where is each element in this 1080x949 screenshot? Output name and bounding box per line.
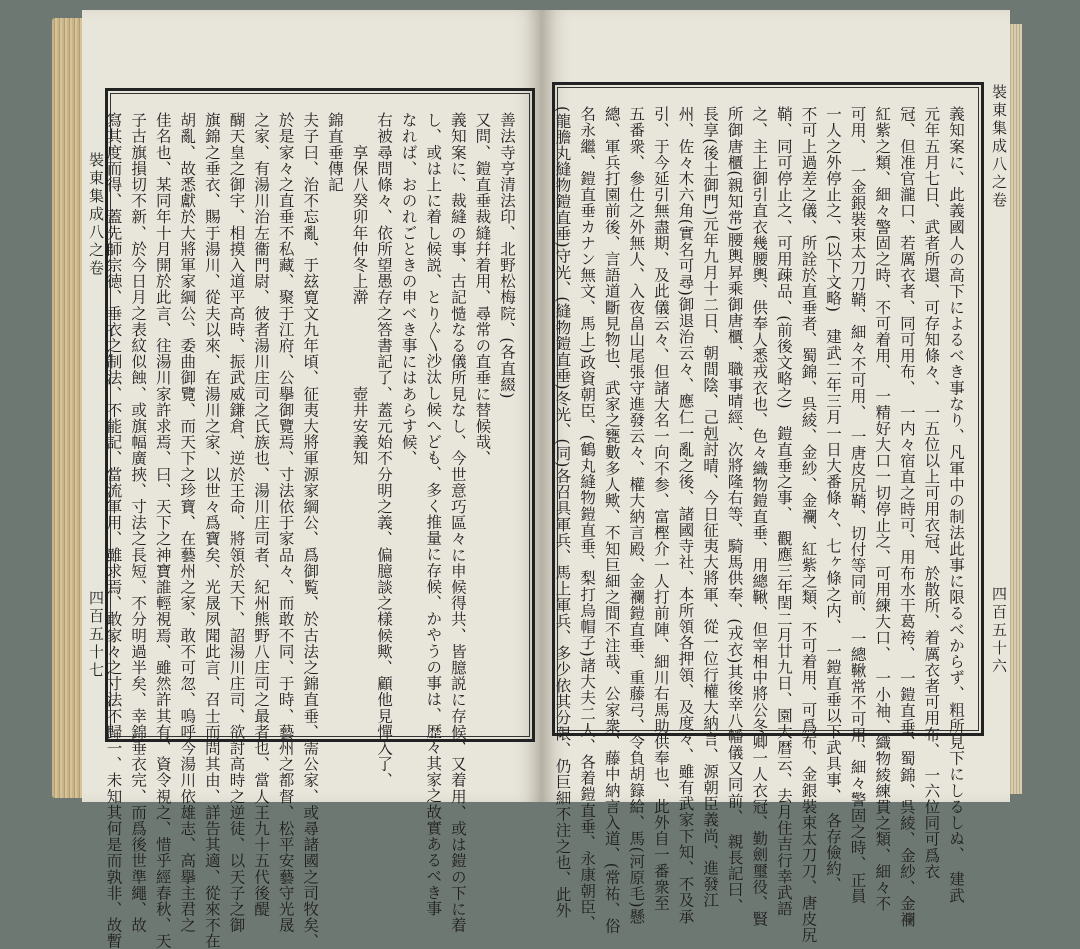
text-column: 元年五月七日、武者所還、可存知條々、 一五位以上可用衣冠、於散所、着厲衣者可用布、 一六位同可爲衣 bbox=[922, 106, 941, 880]
text-body bbox=[104, 93, 530, 949]
text-column: 又問、鎧直垂裁縫幷着用、尋常の直垂に替候哉、 bbox=[473, 112, 492, 467]
text-column: 總、軍兵打園前後、言語道斷見物也、武家之甕數多人歟、不知巨細之間不注哉、公家衆、藤中納言入道、(常祐、俗 bbox=[602, 106, 621, 934]
text-column: 旗錦之垂衣、賜于湯川、從夫以來、在湯川之家、以世々爲寶矣、光晟夙聞此言、召士而問其由、詳告其適、從來不在 bbox=[202, 112, 221, 949]
text-column: 寫其度而得、蓋先師宗徳、垂衣之制法、不能記、當流軍用、雖求焉、敢家々之寸法不歸一、未知其何是而孰非、故暫 bbox=[104, 112, 123, 949]
text-column: 右被尋問條々、依所望愚存之答書記了、蓋元始不分明之義、偏臆談之樣候歟、顧他見憚入了、 bbox=[375, 112, 394, 789]
text-column: 冠、但准官瀧口、若厲衣者、同可用布、 一内々宿直之時可、用布水干葛袴、 一鎧直垂、蜀錦、呉綾、金紗、金襴 bbox=[897, 106, 916, 928]
text-column: 義知案に、裁縫の事、古記慥なる儀所見なし、今世意巧區々に申候得共、皆臆説に存候、又着用、或は鎧の下に着 bbox=[448, 112, 467, 934]
text-frame bbox=[104, 88, 535, 949]
running-header: 裝東集成八之卷 bbox=[87, 152, 105, 278]
page-edges-right bbox=[1008, 24, 1022, 794]
text-column: 州、佐々木六角(實名可尋)御退治云々、應仁一亂之後、諸國寺社、本所領各押領、及度々、雖有武家下知、不及承 bbox=[676, 106, 695, 925]
text-column: 胡亂、故悉獻於大將軍家綱公、委曲御覽、而天下之珍寶、在藝州之家、敢不可忽、嗚呼今湯川依雄志、高擧主君之 bbox=[178, 112, 197, 934]
text-body bbox=[553, 87, 979, 944]
text-column: 義知案に、此義國人の高下によるべき事なり、凡軍中の制法此事に限るべからず、粗所見下にしるしぬ、 建武 bbox=[947, 106, 965, 904]
page-number: 四百五十六 bbox=[990, 586, 1008, 676]
right-page bbox=[542, 10, 1010, 944]
text-column: 夫子曰、治不忘亂、于玆寛文九年頃、征夷大將軍源家綱公、爲御覧、於古法之錦直垂、需公家、或尋諸國之司牧矣、 bbox=[301, 112, 320, 949]
text-column: 善法寺亨清法印、北野松梅院、(各直綴) bbox=[498, 112, 516, 399]
text-column: 可用、 一金銀裝束太刀刀鞘、細々不可用、 一唐皮尻鞘、切付等同前、 一總鞦常不可用、細々警固之時、正員 bbox=[848, 106, 867, 904]
text-column: 長享(後土御門)元年九月十二日、朝間陰、己剋討晴、今日征夷大將軍、從一位行權大納言、源朝臣義尚、進發江 bbox=[701, 106, 720, 909]
text-column: 五番衆、參仕之外無人、入夜畠山尾張守進發云々、權大納言殿、金襴鎧直垂、重藤弓、令負胡籙給、馬(河原毛)懸 bbox=[627, 106, 646, 925]
text-column: 紅紫之類、細々警固之時、不可着用、 一精好大口一切停止之、可用練大口、 一小袖、織物綾練貫之類、細々不 bbox=[873, 106, 892, 912]
text-column: (龍膽丸縫物鎧直垂)守光、(縫物鎧直垂)冬光、(同)各召具軍兵、馬上軍兵、多少依其分限、仍巨細不注之也、此外 bbox=[553, 106, 572, 919]
text-column: 之、主上御引直衣幾腰輿、供奉人悉戎衣也、色々織物鎧直垂、用總鞦、但宰相中將公冬卿一人衣冠、勤劍璽役、賢 bbox=[750, 106, 769, 928]
text-column: 鞘、同可停止之、可用疎品、(前後文略之) 鎧直垂之事、 觀應三年閏二月廿九日、園大暦云、去月住吉行幸武語 bbox=[774, 106, 793, 917]
text-column: 引、于今延引無盡期、及此儀云々、但諸大名一向不参、富樫介一人打前陣、細川右馬助供奉也、此外自一番衆至 bbox=[651, 106, 670, 911]
text-column: 所御唐櫃(親知常)腰輿昇乘御唐櫃、職事晴經、次將隆右等、騎馬供奉、(戎衣)其後幸八幡儀又同前、 親長記曰、 bbox=[725, 106, 744, 914]
text-column: し、或は上に着し候説、とり〴〵沙汰し候へども、多く推量に存候、かやうの事は、歴々其家之故實あるべき事 bbox=[424, 112, 443, 917]
text-column: 醐天皇之御宇、相摸入道平高時、振武威鎌倉、逆於王命、將領於天下、詔湯川庄司、欲討高時之逆徒、以天子之御 bbox=[227, 112, 246, 934]
open-book bbox=[52, 10, 1022, 949]
text-column: 子古旗損切不新、於今日月之表紋似蝕、或旗幅廣挾、寸法之長短、不分明過半矣、幸錦垂衣完、而爲後世準繩、故 bbox=[129, 112, 148, 934]
text-column: 錦直垂傳記 bbox=[325, 112, 344, 193]
text-column: 佳名也、某同年十月開於此言、往湯川家許求焉、曰、天下之神寶誰輕視焉、雖然許其有、資令視之、惜乎經春秋、天 bbox=[153, 112, 172, 949]
text-frame bbox=[552, 82, 984, 944]
running-header: 裝東集成八之卷 bbox=[990, 84, 1008, 210]
text-column: 一人之外停止之、(以下文略) 建武二年三月一日大番條々、七ヶ條之内、 一鎧直垂以下武具事、 各存儉約、 bbox=[824, 106, 843, 893]
text-column: 之家、有湯川治左衞門尉、彼者湯川庄司之氏族也、湯川庄司者、紀州熊野八庄司之最者也、當人王九十五代後醍 bbox=[252, 112, 271, 917]
text-column: 名永繼、鎧直垂カナン無文、馬上)政資朝臣、(鶴丸縫物鎧直垂、梨打烏帽子)諸大夫二人、各着鎧直垂、永康朝臣、 bbox=[578, 106, 597, 931]
text-column: 享保八癸卯年仲冬上澣 壺井安義知 bbox=[350, 112, 369, 467]
text-column: 不可上過差之儀、所詮於直垂者、蜀錦、呉綾、金紗、金襴、紅紫之類、不可着用、可爲布、金銀裝束太刀刀、唐皮尻 bbox=[799, 106, 818, 944]
text-column: なれば、おのれごときの申べき事にはあらす候、 bbox=[399, 112, 418, 467]
left-page bbox=[82, 10, 542, 949]
text-column: 於是家々之直垂不私藏、聚于江府、公擧御覽焉、寸法依于家品々、而敢不同、于時、藝州之都督、松平安藝守光晟 bbox=[276, 112, 295, 934]
page-number: 四百五十七 bbox=[87, 590, 105, 680]
